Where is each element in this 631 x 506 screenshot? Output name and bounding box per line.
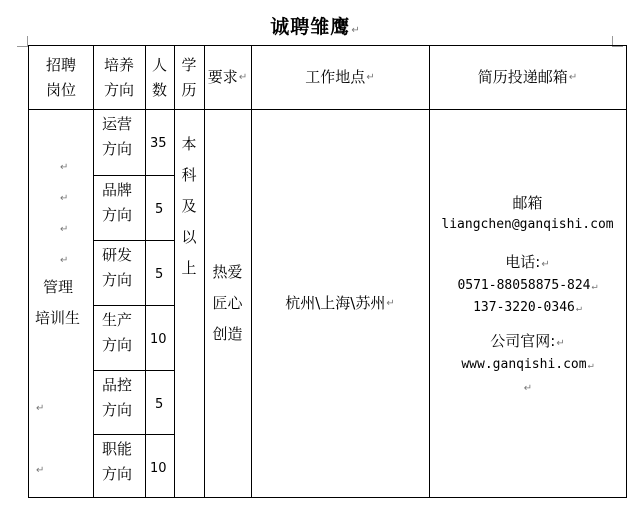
- education-cell: 本 科 及 以 上: [181, 135, 197, 277]
- header-education: 学 历: [181, 55, 197, 99]
- header-direction: 培养 方向: [103, 55, 134, 99]
- count-cell: 10: [150, 461, 167, 476]
- count-cell: 5: [155, 397, 164, 412]
- recruitment-table: [28, 45, 627, 498]
- website-link[interactable]: www.ganqishi.com↵: [461, 357, 594, 372]
- page-corner-mark: [17, 36, 28, 47]
- direction-row: 运营 方向: [102, 115, 133, 158]
- direction-row: 品牌 方向: [102, 181, 133, 224]
- phone-label: 电话:↵: [505, 253, 550, 271]
- phone-number: 0571-88058875-824↵: [457, 278, 598, 293]
- position-cell: ↵ ↵ ↵ ↵ 管理 培训生 ↵ ↵: [35, 162, 81, 476]
- direction-row: 研发 方向: [102, 246, 133, 289]
- header-requirement: 要求 ↵: [207, 68, 248, 86]
- direction-row: 品控 方向: [102, 376, 133, 419]
- header-count: 人 数: [151, 55, 167, 99]
- mobile-number: 137-3220-0346↵: [473, 300, 582, 315]
- direction-row: 职能 方向: [102, 440, 133, 483]
- email-label: 邮箱: [512, 194, 543, 212]
- page-title: 诚聘雏鹰↵: [270, 16, 361, 38]
- header-location: 工作地点 ↵: [305, 68, 375, 86]
- email-address[interactable]: liangchen@ganqishi.com: [441, 217, 614, 232]
- contact-cell: 邮箱 liangchen@ganqishi.com 电话:↵ 0571-88058875-824↵ 137-3220-0346↵ 公司官网:↵ www.ganqishi.com↵ ↵: [429, 109, 626, 497]
- count-cell: 5: [155, 267, 164, 282]
- count-cell: 35: [150, 136, 167, 151]
- count-cell: 10: [150, 332, 167, 347]
- requirement-cell: 热爱 匠心 创造: [212, 262, 243, 343]
- header-position: 招聘 岗位: [45, 55, 76, 99]
- header-email: 简历投递邮箱 ↵: [477, 68, 578, 86]
- website-label: 公司官网:↵: [490, 332, 565, 350]
- direction-row: 生产 方向: [102, 311, 133, 354]
- count-cell: 5: [155, 202, 164, 217]
- location-cell: 杭州\上海\苏州 ↵: [285, 293, 395, 312]
